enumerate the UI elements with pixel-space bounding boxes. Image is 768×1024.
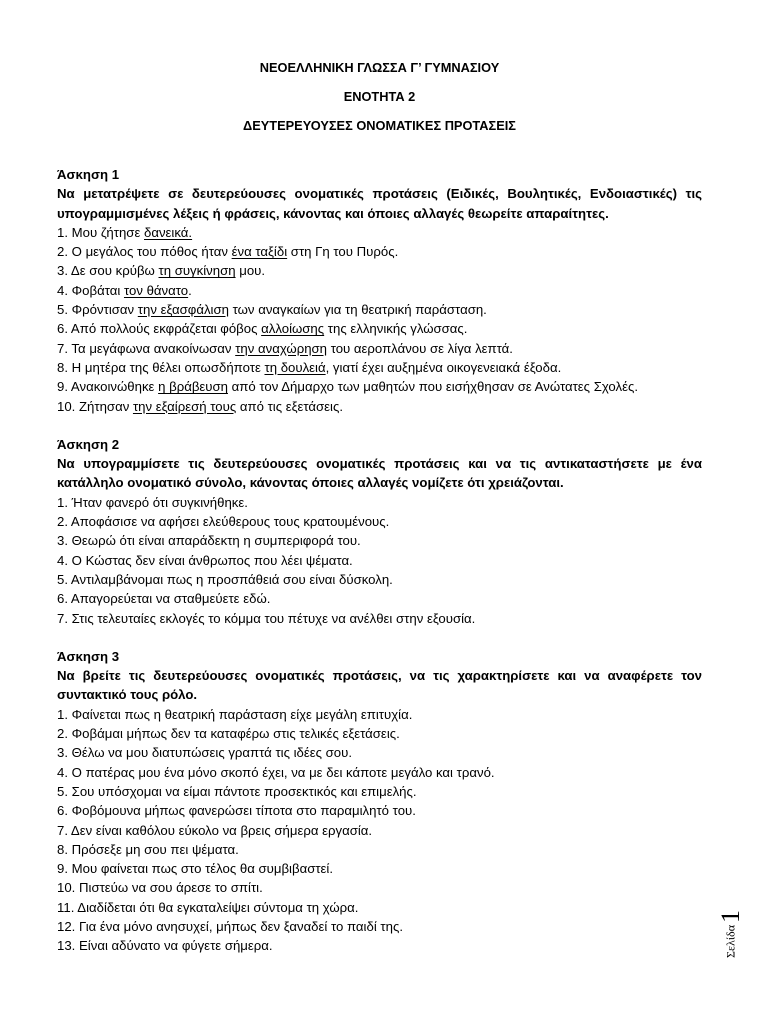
item-text: 3. Δε σου κρύβω — [57, 263, 159, 279]
exercise-item — [57, 782, 702, 801]
exercise-item — [57, 300, 702, 319]
exercise-item — [57, 570, 702, 589]
exercise-item-list — [57, 493, 702, 628]
item-text: 13. Είναι αδύνατο να φύγετε σήμερα. — [57, 938, 273, 954]
item-text: 3. Θεωρώ ότι είναι απαράδεκτη η συμπεριφορά του. — [57, 533, 361, 549]
underlined-phrase: την αναχώρηση — [235, 340, 328, 356]
exercise-item — [57, 223, 702, 242]
item-text: 3. Θέλω να μου διατυπώσεις γραπτά τις ιδέες σου. — [57, 745, 353, 761]
item-text: 7. Δεν είναι καθόλου εύκολο να βρεις σήμερα εργασία. — [57, 822, 373, 838]
item-text-rest: από τον Δήμαρχο των μαθητών που εισήχθησαν σε Ανώτατες Σχολές. — [227, 379, 638, 395]
exercise-item — [57, 917, 702, 936]
page-number: 1 — [716, 909, 745, 923]
item-text: 7. Τα μεγάφωνα ανακοίνωσαν — [57, 340, 236, 356]
item-text: 10. Ζήτησαν — [57, 398, 133, 414]
exercise-title: Άσκηση 2 — [57, 436, 120, 452]
item-text: 1. Φαίνεται πως η θεατρική παράσταση είχε μεγάλη επιτυχία. — [57, 706, 413, 722]
document-page — [57, 58, 702, 975]
item-text: 10. Πιστεύω να σου άρεσε το σπίτι. — [57, 880, 263, 896]
exercise-item — [57, 705, 702, 724]
item-text-rest: , γιατί έχει αυξημένα οικογενειακά έξοδα. — [325, 359, 562, 375]
item-text: 8. Πρόσεξε μη σου πει ψέματα. — [57, 841, 239, 857]
exercise-block — [57, 435, 702, 628]
underlined-phrase: δανεικά. — [144, 224, 193, 240]
exercise-item — [57, 589, 702, 608]
exercise-title: Άσκηση 1 — [57, 167, 120, 182]
item-text-rest: από τις εξετάσεις. — [236, 398, 344, 414]
underlined-phrase: τη συγκίνηση — [158, 263, 236, 279]
exercise-item — [57, 358, 702, 377]
exercise-item-list — [57, 223, 702, 416]
item-text: 1. Ήταν φανερό ότι συγκινήθηκε. — [57, 494, 248, 510]
unit-heading: ΕΝΟΤΗΤΑ 2 — [343, 89, 416, 104]
exercise-instruction: Να βρείτε τις δευτερεύουσες ονοματικές προτάσεις, να τις χαρακτηρίσετε και να αναφέρετε τον συντακτικό τους ρόλο. — [57, 668, 702, 703]
item-text: 6. Από πολλούς εκφράζεται φόβος — [57, 321, 262, 337]
exercise-item — [57, 377, 702, 396]
exercise-item — [57, 821, 702, 840]
item-text: 11. Διαδίδεται ότι θα εγκαταλείψει σύντομα τη χώρα. — [57, 899, 359, 915]
topic-heading: ΔΕΥΤΕΡΕΥΟΥΣΕΣ ΟΝΟΜΑΤΙΚΕΣ ΠΡΟΤΑΣΕΙΣ — [243, 118, 516, 133]
item-text: 6. Απαγορεύεται να σταθμεύετε εδώ. — [57, 591, 271, 607]
item-text: 5. Σου υπόσχομαι να είμαι πάντοτε προσεκτικός και επιμελής. — [57, 783, 417, 799]
exercise-item — [57, 840, 702, 859]
exercise-item — [57, 339, 702, 358]
item-text: 5. Φρόντισαν — [57, 302, 138, 318]
exercise-item — [57, 242, 702, 261]
exercise-item — [57, 801, 702, 820]
underlined-phrase: ένα ταξίδι — [231, 244, 288, 260]
exercise-item — [57, 551, 702, 570]
underlined-phrase: τον θάνατο — [123, 282, 189, 298]
item-text: 4. Ο Κώστας δεν είναι άνθρωπος που λέει ψέματα. — [57, 552, 353, 568]
exercise-item — [57, 743, 702, 762]
exercise-block — [57, 647, 702, 956]
item-text: 9. Μου φαίνεται πως στο τέλος θα συμβιβαστεί. — [57, 861, 334, 877]
item-text: 1. Μου ζήτησε — [57, 224, 144, 240]
underlined-phrase: τη δουλειά — [264, 359, 326, 375]
exercise-item — [57, 261, 702, 280]
underlined-phrase: την εξαίρεσή τους — [132, 398, 237, 414]
exercise-item — [57, 898, 702, 917]
item-text: 2. Φοβάμαι μήπως δεν τα καταφέρω στις τελικές εξετάσεις. — [57, 726, 400, 742]
exercise-item — [57, 936, 702, 955]
exercise-title: Άσκηση 3 — [57, 648, 120, 664]
document-subject-heading: ΝΕΟΕΛΛΗΝΙΚΗ ΓΛΩΣΣΑ Γ’ ΓΥΜΝΑΣΙΟΥ — [259, 60, 500, 75]
exercises-container — [57, 165, 702, 956]
exercise-instruction: Να μετατρέψετε σε δευτερεύουσες ονοματικές προτάσεις (Ειδικές, Βουλητικές, Ενδοιαστικές) τις υπογραμμισμένες λέξεις ή φράσεις, κάνοντας και όποιες αλλαγές θεωρείτε απαραίτητες. — [57, 186, 702, 221]
item-text: 2. Ο μεγάλος του πόθος ήταν — [57, 244, 232, 260]
item-text: 6. Φοβόμουνα μήπως φανερώσει τίποτα στο παραμιλητό του. — [57, 803, 416, 819]
item-text-rest: του αεροπλάνου σε λίγα λεπτά. — [327, 340, 513, 356]
item-text: 8. Η μητέρα της θέλει οπωσδήποτε — [57, 359, 265, 375]
exercise-item — [57, 281, 702, 300]
item-text: 12. Για ένα μόνο ανησυχεί, μήπως δεν ξαναδεί το παιδί της. — [57, 918, 403, 934]
item-text-rest: . — [188, 282, 192, 298]
page-label: Σελίδα — [723, 924, 738, 958]
page-footer — [716, 910, 746, 958]
item-text: 4. Ο πατέρας μου ένα μόνο σκοπό έχει, να με δει κάποτε μεγάλο και τρανό. — [57, 764, 495, 780]
heading-spacer — [57, 135, 702, 165]
exercise-item — [57, 609, 702, 628]
underlined-phrase: η βράβευση — [158, 379, 228, 395]
item-text-rest: στη Γη του Πυρός. — [287, 244, 399, 260]
exercise-item — [57, 397, 702, 416]
exercise-block — [57, 165, 702, 416]
item-text: 4. Φοβάται — [57, 282, 124, 298]
exercise-item — [57, 878, 702, 897]
item-text: 5. Αντιλαμβάνομαι πως η προσπάθειά σου είναι δύσκολη. — [57, 571, 393, 587]
underlined-phrase: αλλοίωσης — [261, 321, 325, 337]
item-text-rest: της ελληνικής γλώσσας. — [324, 321, 468, 337]
item-text: 9. Ανακοινώθηκε — [57, 379, 159, 395]
exercise-instruction: Να υπογραμμίσετε τις δευτερεύουσες ονοματικές προτάσεις και να τις αντικαταστήσετε με ένα κατάλληλο ονοματικό σύνολο, κάνοντας όποιες αλλαγές νομίζετε ότι χρειάζονται. — [57, 456, 702, 491]
exercise-item — [57, 493, 702, 512]
exercise-item — [57, 512, 702, 531]
item-text-rest: των αναγκαίων για τη θεατρική παράσταση. — [228, 302, 487, 318]
exercise-item — [57, 531, 702, 550]
underlined-phrase: την εξασφάλιση — [137, 302, 229, 318]
exercise-item — [57, 763, 702, 782]
item-text: 2. Αποφάσισε να αφήσει ελεύθερους τους κρατουμένους. — [57, 514, 390, 530]
item-text-rest: μου. — [235, 263, 266, 279]
exercise-item — [57, 319, 702, 338]
item-text: 7. Στις τελευταίες εκλογές το κόμμα του πέτυχε να ανέλθει στην εξουσία. — [57, 610, 476, 626]
exercise-item — [57, 724, 702, 743]
exercise-item — [57, 859, 702, 878]
exercise-item-list — [57, 705, 702, 956]
